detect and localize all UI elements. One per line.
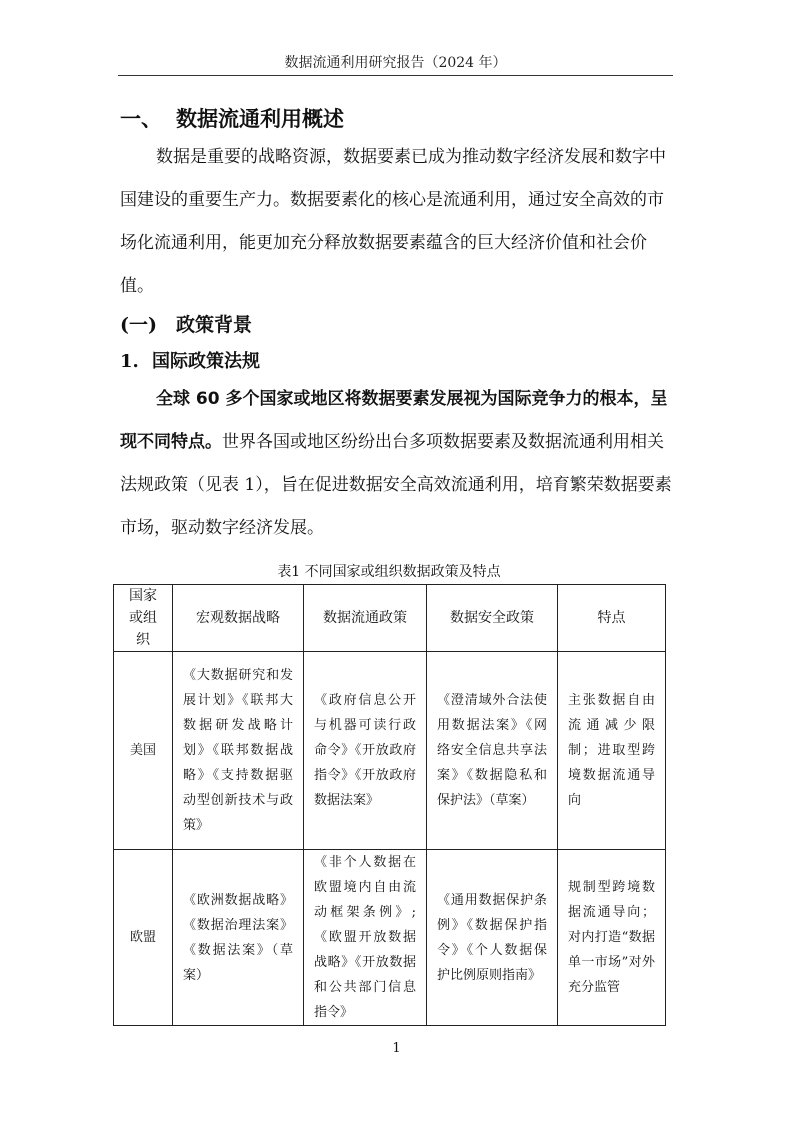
subsection-heading (120, 312, 252, 338)
table-caption: 表1 不同国家或组织数据政策及特点 (277, 564, 501, 580)
header-strategy: 宏观数据战略 (173, 585, 304, 652)
policy-paragraph-lead: 全球 60 多个国家或地区将数据要素发展视为国际竞争力的根本，呈现不同特点。 (120, 389, 668, 452)
table-row (114, 850, 666, 1026)
cell-security: 《澄清域外合法使用数据法案》《网络安全信息共享法案》《数据隐私和保护法》（草案） (427, 652, 558, 850)
subsubsection-number: 1. (120, 351, 139, 372)
cell-country: 欧盟 (114, 850, 173, 1026)
header-feature: 特点 (558, 585, 666, 652)
section-title: 数据流通利用概述 (176, 107, 344, 131)
header-country: 国家或组织 (114, 585, 173, 652)
running-header: 数据流通利用研究报告（2024 年） (284, 55, 507, 71)
subsection-number: (一) (120, 314, 157, 336)
policy-table (113, 584, 666, 1026)
subsubsection-title: 国际政策法规 (152, 351, 260, 372)
cell-feature: 规制型跨境数据流通导向；对内打造“数据单一市场”对外充分监管 (558, 850, 666, 1026)
page-number: 1 (392, 1041, 401, 1056)
header-security: 数据安全政策 (427, 585, 558, 652)
header-circulation: 数据流通政策 (304, 585, 427, 652)
cell-strategy: 《大数据研究和发展计划》《联邦大数据研发战略计划》《联邦数据战略》《支持数据驱动型创新技术与政策》 (173, 652, 304, 850)
table-header-row (114, 585, 666, 652)
policy-paragraph-body: 世界各国或地区纷纷出台多项数据要素及数据流通利用相关法规政策（见表 1），旨在促进数据安全高效流通利用，培育繁荣数据要素市场，驱动数字经济发展。 (120, 432, 672, 538)
cell-circulation: 《政府信息公开与机器可读行政命令》《开放政府指令》《开放政府数据法案》 (304, 652, 427, 850)
table-row (114, 652, 666, 850)
section-heading (120, 106, 344, 132)
cell-country: 美国 (114, 652, 173, 850)
cell-circulation: 《非个人数据在欧盟境内自由流动框架条例》;《欧盟开放数据战略》《开放数据和公共部门信息指令》 (304, 850, 427, 1026)
cell-security: 《通用数据保护条例》《数据保护指令》《个人数据保护比例原则指南》 (427, 850, 558, 1026)
section-number: 一、 (120, 107, 162, 131)
subsubsection-heading (120, 350, 260, 374)
subsection-title: 政策背景 (176, 314, 253, 336)
intro-paragraph: 数据是重要的战略资源，数据要素已成为推动数字经济发展和数字中国建设的重要生产力。数据要素化的核心是流通利用，通过安全高效的市场化流通利用，能更加充分释放数据要素蕴含的巨大经济价值和社会价值。 (120, 147, 666, 296)
header-divider (118, 75, 673, 76)
cell-feature: 主张数据自由流通减少限制；进取型跨境数据流通导向 (558, 652, 666, 850)
policy-paragraph (120, 378, 675, 550)
cell-strategy: 《欧洲数据战略》《数据治理法案》《数据法案》（草案） (173, 850, 304, 1026)
